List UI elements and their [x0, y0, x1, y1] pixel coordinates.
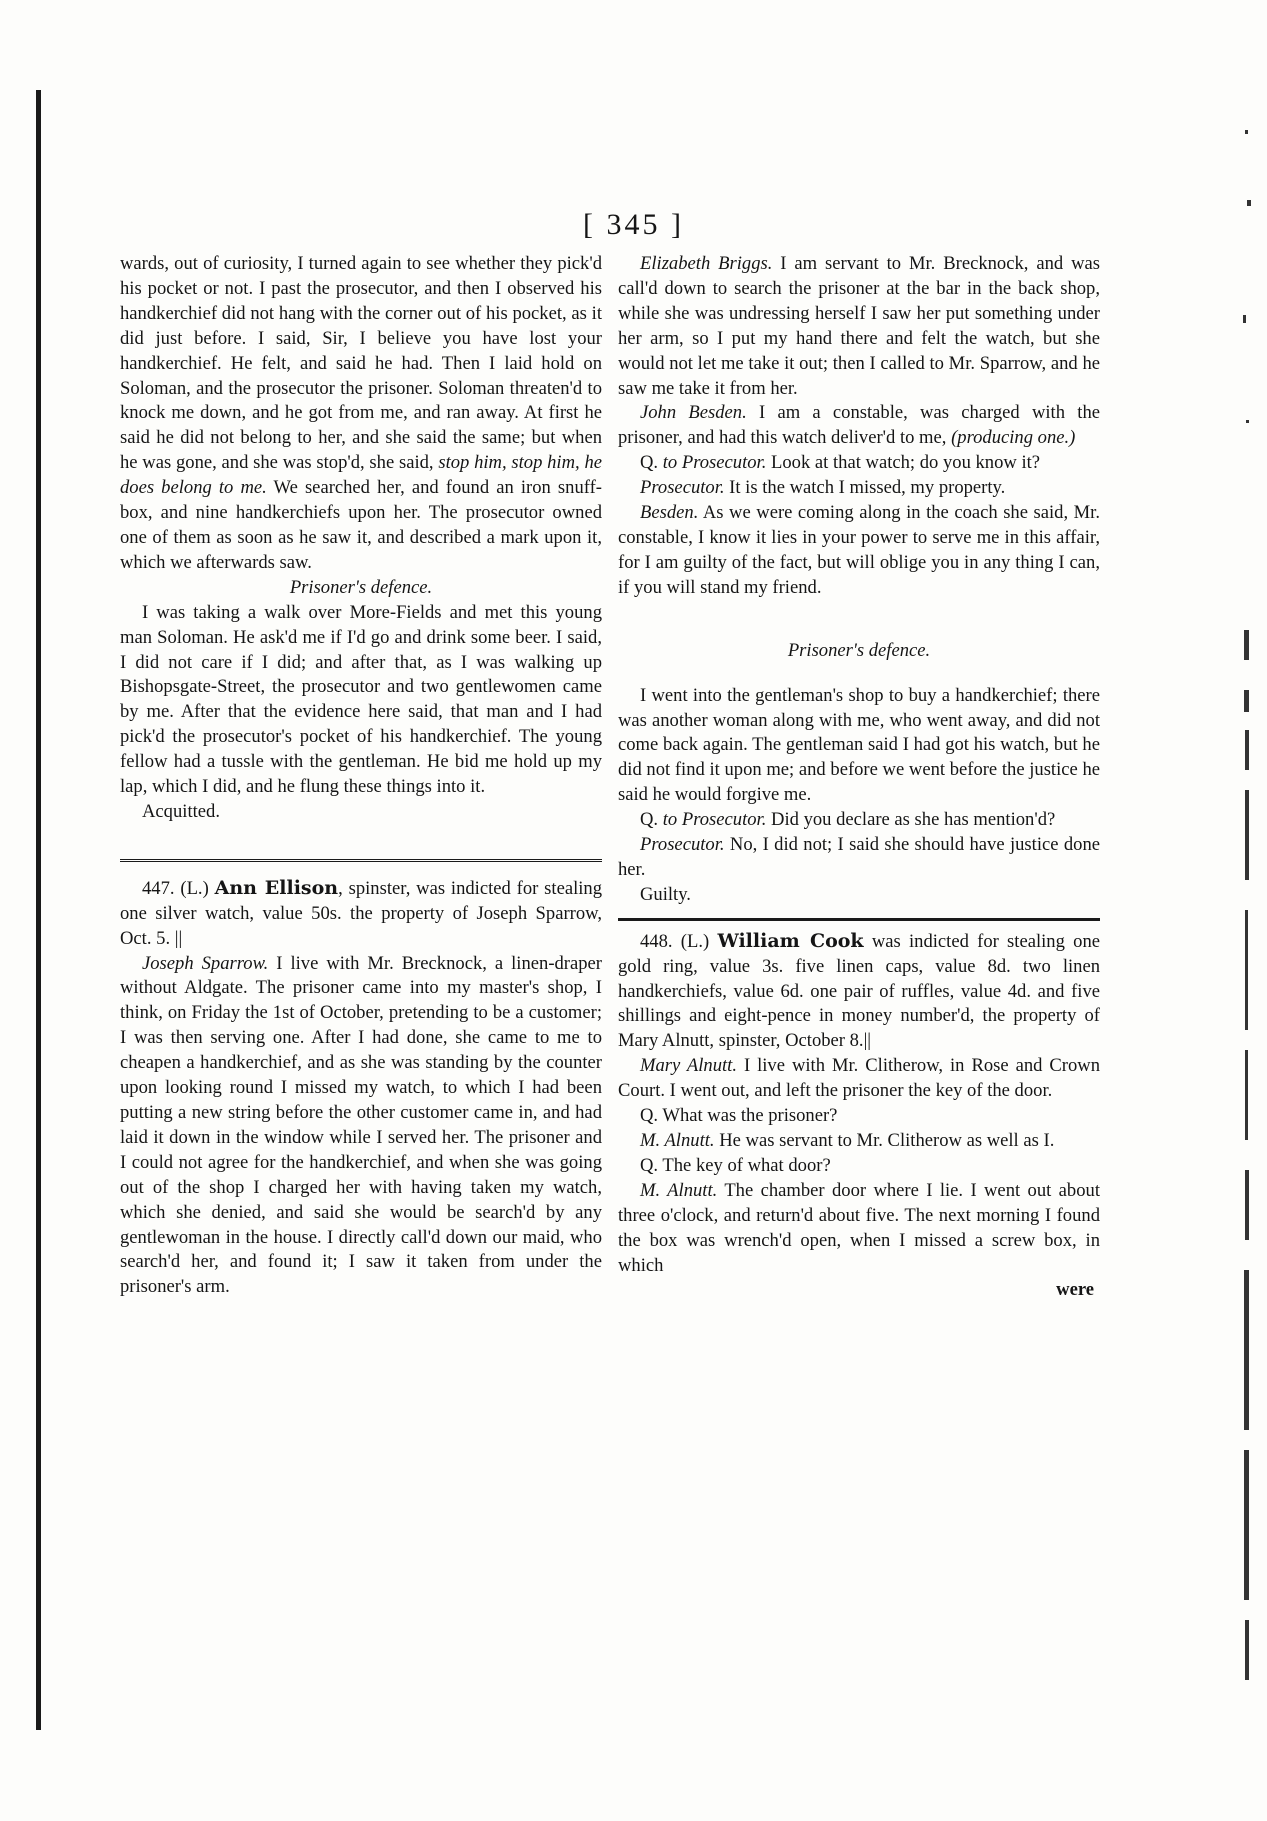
prisoner-defence-text: I was taking a walk over More-Fields and met this young man Soloman. He ask'd me if I'd go and drink some beer. I said, I did not care if I did; and after that, as I was walking up Bishopsgate-Street, the prosecutor and two gentlewomen came by me. After that the evidence here said, that man and I had pick'd the prosecutor's pocket of his handkerchief. The young fellow had a tussle with the gentleman. He bid me hold up my lap, which I did, and he flung these things into it.: [120, 601, 602, 798]
briggs-testimony: Elizabeth Briggs. I am servant to Mr. Brecknock, and was call'd down to search the prisoner at the bar in the back shop, while she was undressing herself I saw her put something under her arm, so I put my hand there and felt the watch, but she would not let me take it out; then I called to Mr. Sparrow, and he saw me take it from her.: [618, 253, 1100, 399]
scan-margin-marks: [1233, 90, 1259, 1770]
alnutt-testimony: Mary Alnutt. I live with Mr. Clitherow, in Rose and Crown Court. I went out, and left the prisoner the key of the door.: [618, 1055, 1101, 1102]
verdict-guilty: Guilty.: [640, 883, 691, 905]
question-to-prosecutor-2: Q. to Prosecutor. Did you declare as she has mention'd?: [640, 809, 1056, 831]
sparrow-testimony: Joseph Sparrow. I live with Mr. Brecknock, a linen-draper without Aldgate. The prisoner came into my master's shop, I think, on Friday the 1st of October, pretending to be a customer; I was then serving one. After I had done, she came to me to cheapen a handkerchief, and as she was standing by the counter upon looking round I missed my watch, to which I had been putting a new string before the other customer came in, and had laid it down in the window while I served her. The prisoner and I could not agree for the handkerchief, and when she was going out of the shop I charged her with having taken my watch, which she denied, and said she would be search'd by any gentlewoman in the house. I directly call'd down our maid, who search'd her, and found it; I saw it taken from under the prisoner's arm.: [120, 952, 602, 1298]
alnutt-answer-2: M. Alnutt. The chamber door where I lie. I went out about three o'clock, and return'd about five. The next morning I found the box was wrench'd open, when I missed a screw box, in which: [618, 1179, 1100, 1276]
alnutt-answer: M. Alnutt. He was servant to Mr. Clitherow as well as I.: [640, 1130, 1055, 1151]
left-column: [120, 252, 602, 1300]
page-number: [ 345 ]: [583, 208, 684, 241]
case-divider: [618, 918, 1100, 921]
case-divider: [120, 859, 602, 862]
question-door: Q. The key of what door?: [640, 1154, 831, 1176]
case-448-indictment: 448. (L.) William Cook was indicted for stealing one gold ring, value 3s. five linen caps, value 8d. two linen handkerchiefs, value 6d. one pair of ruffles, value 4d. and five shillings and eight-pence in money number'd, the property of Mary Alnutt, spinster, October 8.||: [618, 929, 1100, 1052]
besden-testimony: John Besden. I am a constable, was charged with the prisoner, and had this watch deliver'd to me, (producing one.): [618, 402, 1100, 449]
verdict-acquitted: Acquitted.: [142, 800, 220, 822]
question-to-prosecutor: Q. to Prosecutor. Look at that watch; do you know it?: [640, 452, 1041, 474]
prosecutor-answer-2: Prosecutor. No, I did not; I said she should have justice done her.: [618, 834, 1100, 880]
prisoner-defence-heading: Prisoner's defence.: [289, 576, 433, 598]
case-447-indictment: 447. (L.) Ann Ellison, spinster, was indicted for stealing one silver watch, value 50s. the property of Joseph Sparrow, Oct. 5. ||: [120, 876, 602, 949]
besden-second-testimony: Besden. As we were coming along in the coach she said, Mr. constable, I know it lies in your power to serve me in this affair, for I am guilty of the fact, but will oblige you in any thing I can, if you will stand my friend.: [618, 502, 1100, 598]
prosecutor-answer: Prosecutor. It is the watch I missed, my property.: [640, 477, 1006, 499]
page-binding-edge: [36, 90, 41, 1730]
catchword: were: [1056, 1279, 1094, 1301]
prisoner-defence-text: I went into the gentleman's shop to buy a handkerchief; there was another woman along with me, who went away, and did not come back again. The gentleman said I had got his watch, but he did not find it upon me; and before we went before the justice he said he would forgive me.: [618, 684, 1100, 806]
right-column: [618, 252, 1100, 1303]
question-prisoner: Q. What was the prisoner?: [640, 1105, 838, 1127]
prisoner-defence-heading: Prisoner's defence.: [787, 639, 931, 661]
testimony-continuation: wards, out of curiosity, I turned again to see whether they pick'd his pocket or not. I past the prosecutor, and then I observed his handkerchief did not hang with the corner out of his pocket, as it did just before. I said, Sir, I believe you have lost your handkerchief. He felt, and said he had. Then I laid hold on Soloman, and the prosecutor the prisoner. Soloman threaten'd to knock me down, and he got from me, and ran away. At first he said he did not belong to her, and she said the same; but when he was gone, and she was stop'd, she said, stop him, stop him, he does belong to me. We searched her, and found an iron snuff-box, and nine handkerchiefs upon her. The prosecutor owned one of them as soon as he saw it, and described a mark upon it, which we afterwards saw.: [120, 253, 602, 573]
